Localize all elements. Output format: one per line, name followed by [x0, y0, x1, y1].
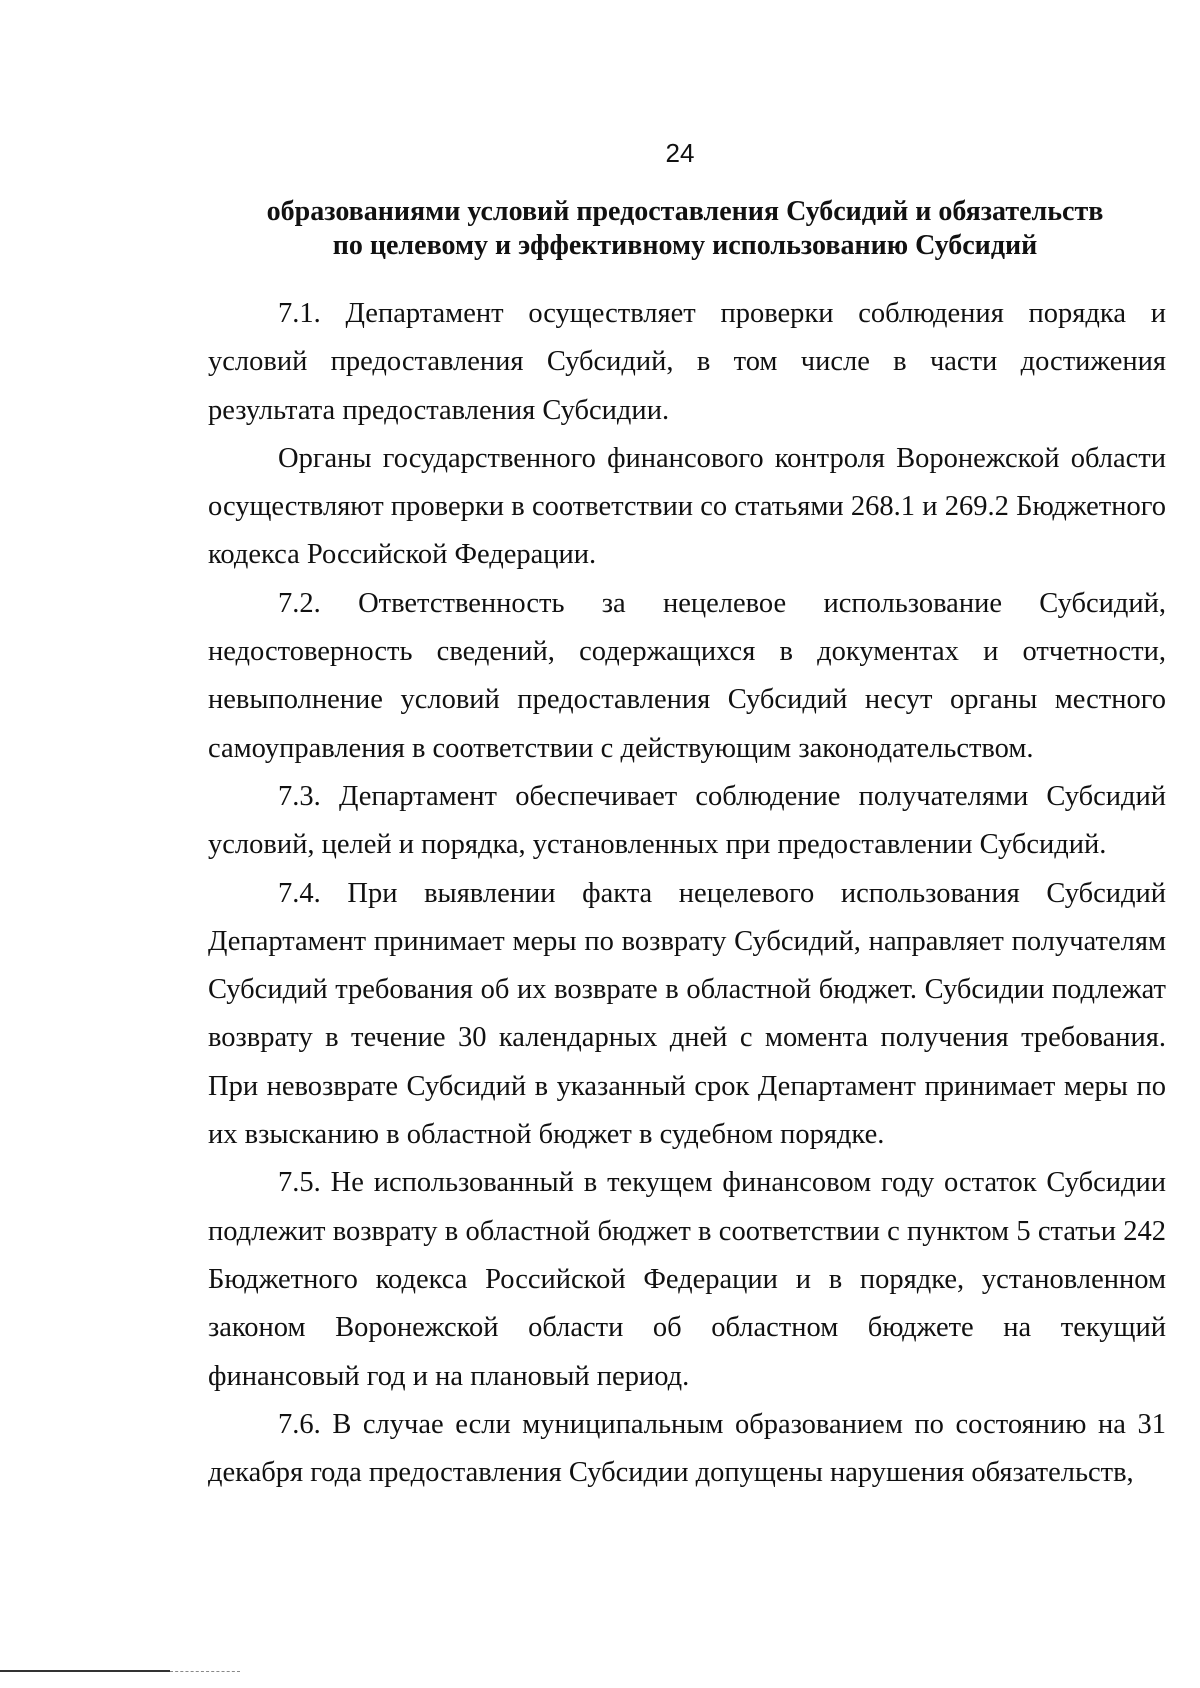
page-number: 24: [665, 138, 695, 168]
paragraph-control-bodies: Органы государственного финансового контроля Воронежской области осуществляют проверки в соответствии со статьями 268.1 и 269.2 Бюджетного кодекса Российской Федерации.: [208, 442, 1166, 571]
paragraph-7-5: 7.5. Не использованный в текущем финансовом году остаток Субсидии подлежит возврату в областной бюджет в соответствии с пунктом 5 статьи 242 Бюджетного кодекса Российской Федерации и в порядке, установленном законом Воронежской области об областном бюджете на текущий финансовый год и на плановый период.: [208, 1167, 1166, 1392]
paragraph-7-4: 7.4. При выявлении факта нецелевого использования Субсидий Департамент принимает меры по возврату Субсидий, направляет получателям Субсидий требования об их возврате в областной бюджет. Субсидии подлежат возврату в течение 30 календарных дней с момента получения требования. При невозврате Субсидий в указанный срок Департамент принимает меры по их взысканию в областной бюджет в судебном порядке.: [208, 877, 1166, 1151]
heading-line: по целевому и эффективному использованию Субсидий: [332, 230, 1038, 261]
section-heading: [205, 195, 1165, 263]
paragraph-7-3: 7.3. Департамент обеспечивает соблюдение получателями Субсидий условий, целей и порядка, установленных при предоставлении Субсидий.: [208, 780, 1166, 861]
paragraph-7-6: 7.6. В случае если муниципальным образованием по состоянию на 31 декабря года предоставления Субсидии допущены нарушения обязательств,: [208, 1408, 1166, 1489]
paragraph-7-2: 7.2. Ответственность за нецелевое использование Субсидий, недостоверность сведений, содержащихся в документах и отчетности, невыполнение условий предоставления Субсидий несут органы местного самоуправления в соответствии с действующим законодательством.: [208, 587, 1166, 764]
footer-rule-dashed: [170, 1671, 240, 1673]
document-body: [208, 290, 1166, 1497]
footer-rule: [0, 1670, 170, 1672]
heading-line: образованиями условий предоставления Субсидий и обязательств: [266, 196, 1104, 227]
paragraph-7-1: 7.1. Департамент осуществляет проверки соблюдения порядка и условий предоставления Субсидий, в том числе в части достижения результата предоставления Субсидии.: [208, 298, 1166, 426]
